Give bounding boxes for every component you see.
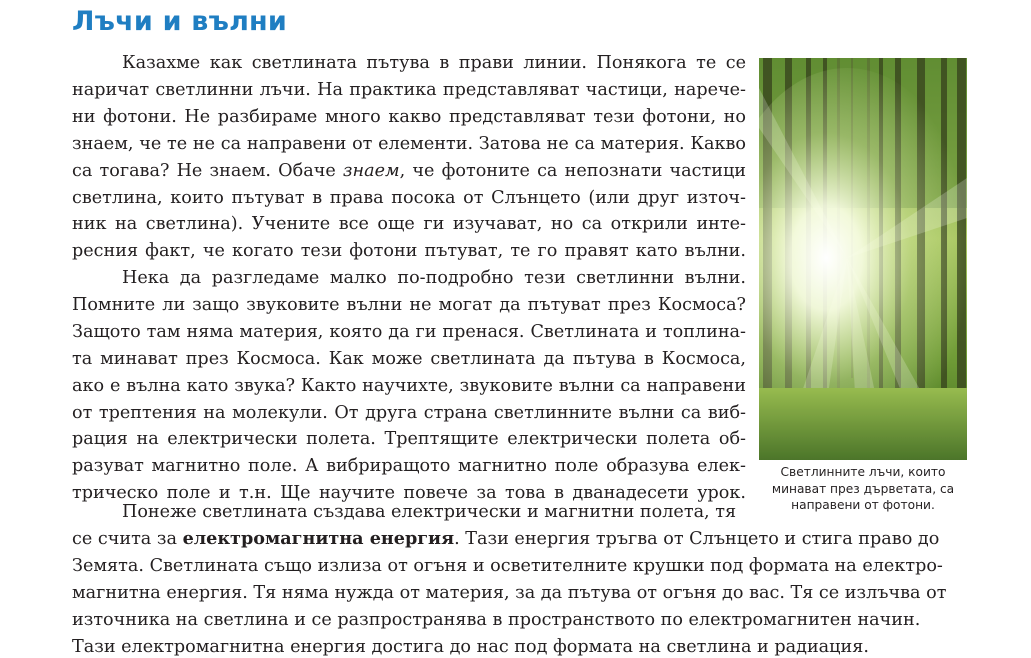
- forest-illustration: [759, 58, 967, 460]
- text-segment: са тогава? Не знаем. Обаче: [72, 160, 343, 181]
- text-line: [72, 526, 967, 553]
- page-title: Лъчи и вълни: [72, 6, 288, 37]
- text-line: рация на електрически полета. Трептящите електрически полета об-: [72, 429, 746, 450]
- text-line: Тази електромагнитна енергия достига до нас под формата на светлина и радиация.: [72, 636, 869, 657]
- text-segment: се счита за: [72, 528, 183, 549]
- forest-sunlight-photo: [759, 58, 967, 460]
- text-line: разуват магнитно поле. А вибриращото магнитно поле образува елек-: [72, 456, 746, 477]
- bold-term: електромагнитна енергия: [182, 527, 455, 549]
- text-line: от трептения на молекули. От друга страна светлинните вълни са виб-: [72, 402, 746, 423]
- text-line: ако е вълна като звука? Както научихте, звуковите вълни са направени: [72, 375, 746, 396]
- text-line: ник на светлина). Учените все още ги изучават, но са открили инте-: [72, 214, 746, 235]
- caption-line: минават през дърветата, са: [771, 481, 955, 496]
- text-segment: . Тази енергия тръгва от Слънцето и стига право до: [454, 528, 940, 549]
- text-line: източника на светлина и се разпространява в пространството по електромагнитен начин.: [72, 609, 921, 630]
- text-line: наричат светлинни лъчи. На практика представляват частици, нарече-: [72, 79, 746, 100]
- text-line: Нека да разгледаме малко по-подробно тези светлинни вълни.: [122, 268, 746, 288]
- caption-line: Светлинните лъчи, които: [780, 465, 946, 479]
- text-line: Понеже светлината създава електрически и магнитни полета, тя: [122, 502, 737, 522]
- paragraph-rays: [72, 50, 746, 265]
- text-line: [72, 158, 746, 185]
- text-line: трическо поле и т.н. Ще научите повече за това в дванадесети урок.: [72, 483, 746, 504]
- figure-caption: [759, 464, 967, 514]
- text-line: ресния факт, че когато тези фотони пътуват, те го правят като вълни.: [72, 241, 746, 262]
- paragraph-electromagnetic: [72, 499, 967, 658]
- caption-line: направени от фотони.: [791, 498, 935, 512]
- text-line: знаем, че те не са направени от елементи. Затова не са материя. Какво: [72, 133, 746, 154]
- text-segment: , че фотоните са непознати частици: [399, 160, 746, 181]
- text-line: та минават през Космоса. Как може светлината да пътува в Космоса,: [72, 348, 746, 369]
- text-line: Казахме как светлината пътува в прави линии. Понякога те се: [122, 53, 746, 73]
- text-line: Помните ли защо звуковите вълни не могат да пътуват през Космоса?: [72, 294, 746, 315]
- paragraph-light-waves: [72, 265, 746, 507]
- text-line: магнитна енергия. Тя няма нужда от материя, за да пътува от огъня до вас. Тя се излъчва от: [72, 582, 947, 603]
- text-line: светлина, които пътуват в права посока от Слънцето (или друг източ-: [72, 187, 746, 208]
- text-line: Земята. Светлината също излиза от огъня и осветителните крушки под формата на електро-: [72, 555, 943, 576]
- text-line: Защото там няма материя, която да ги пренася. Светлината и топлина-: [72, 321, 746, 342]
- emphasis-text: знаем: [342, 160, 400, 181]
- text-line: ни фотони. Не разбираме много какво представляват тези фотони, но: [72, 106, 746, 127]
